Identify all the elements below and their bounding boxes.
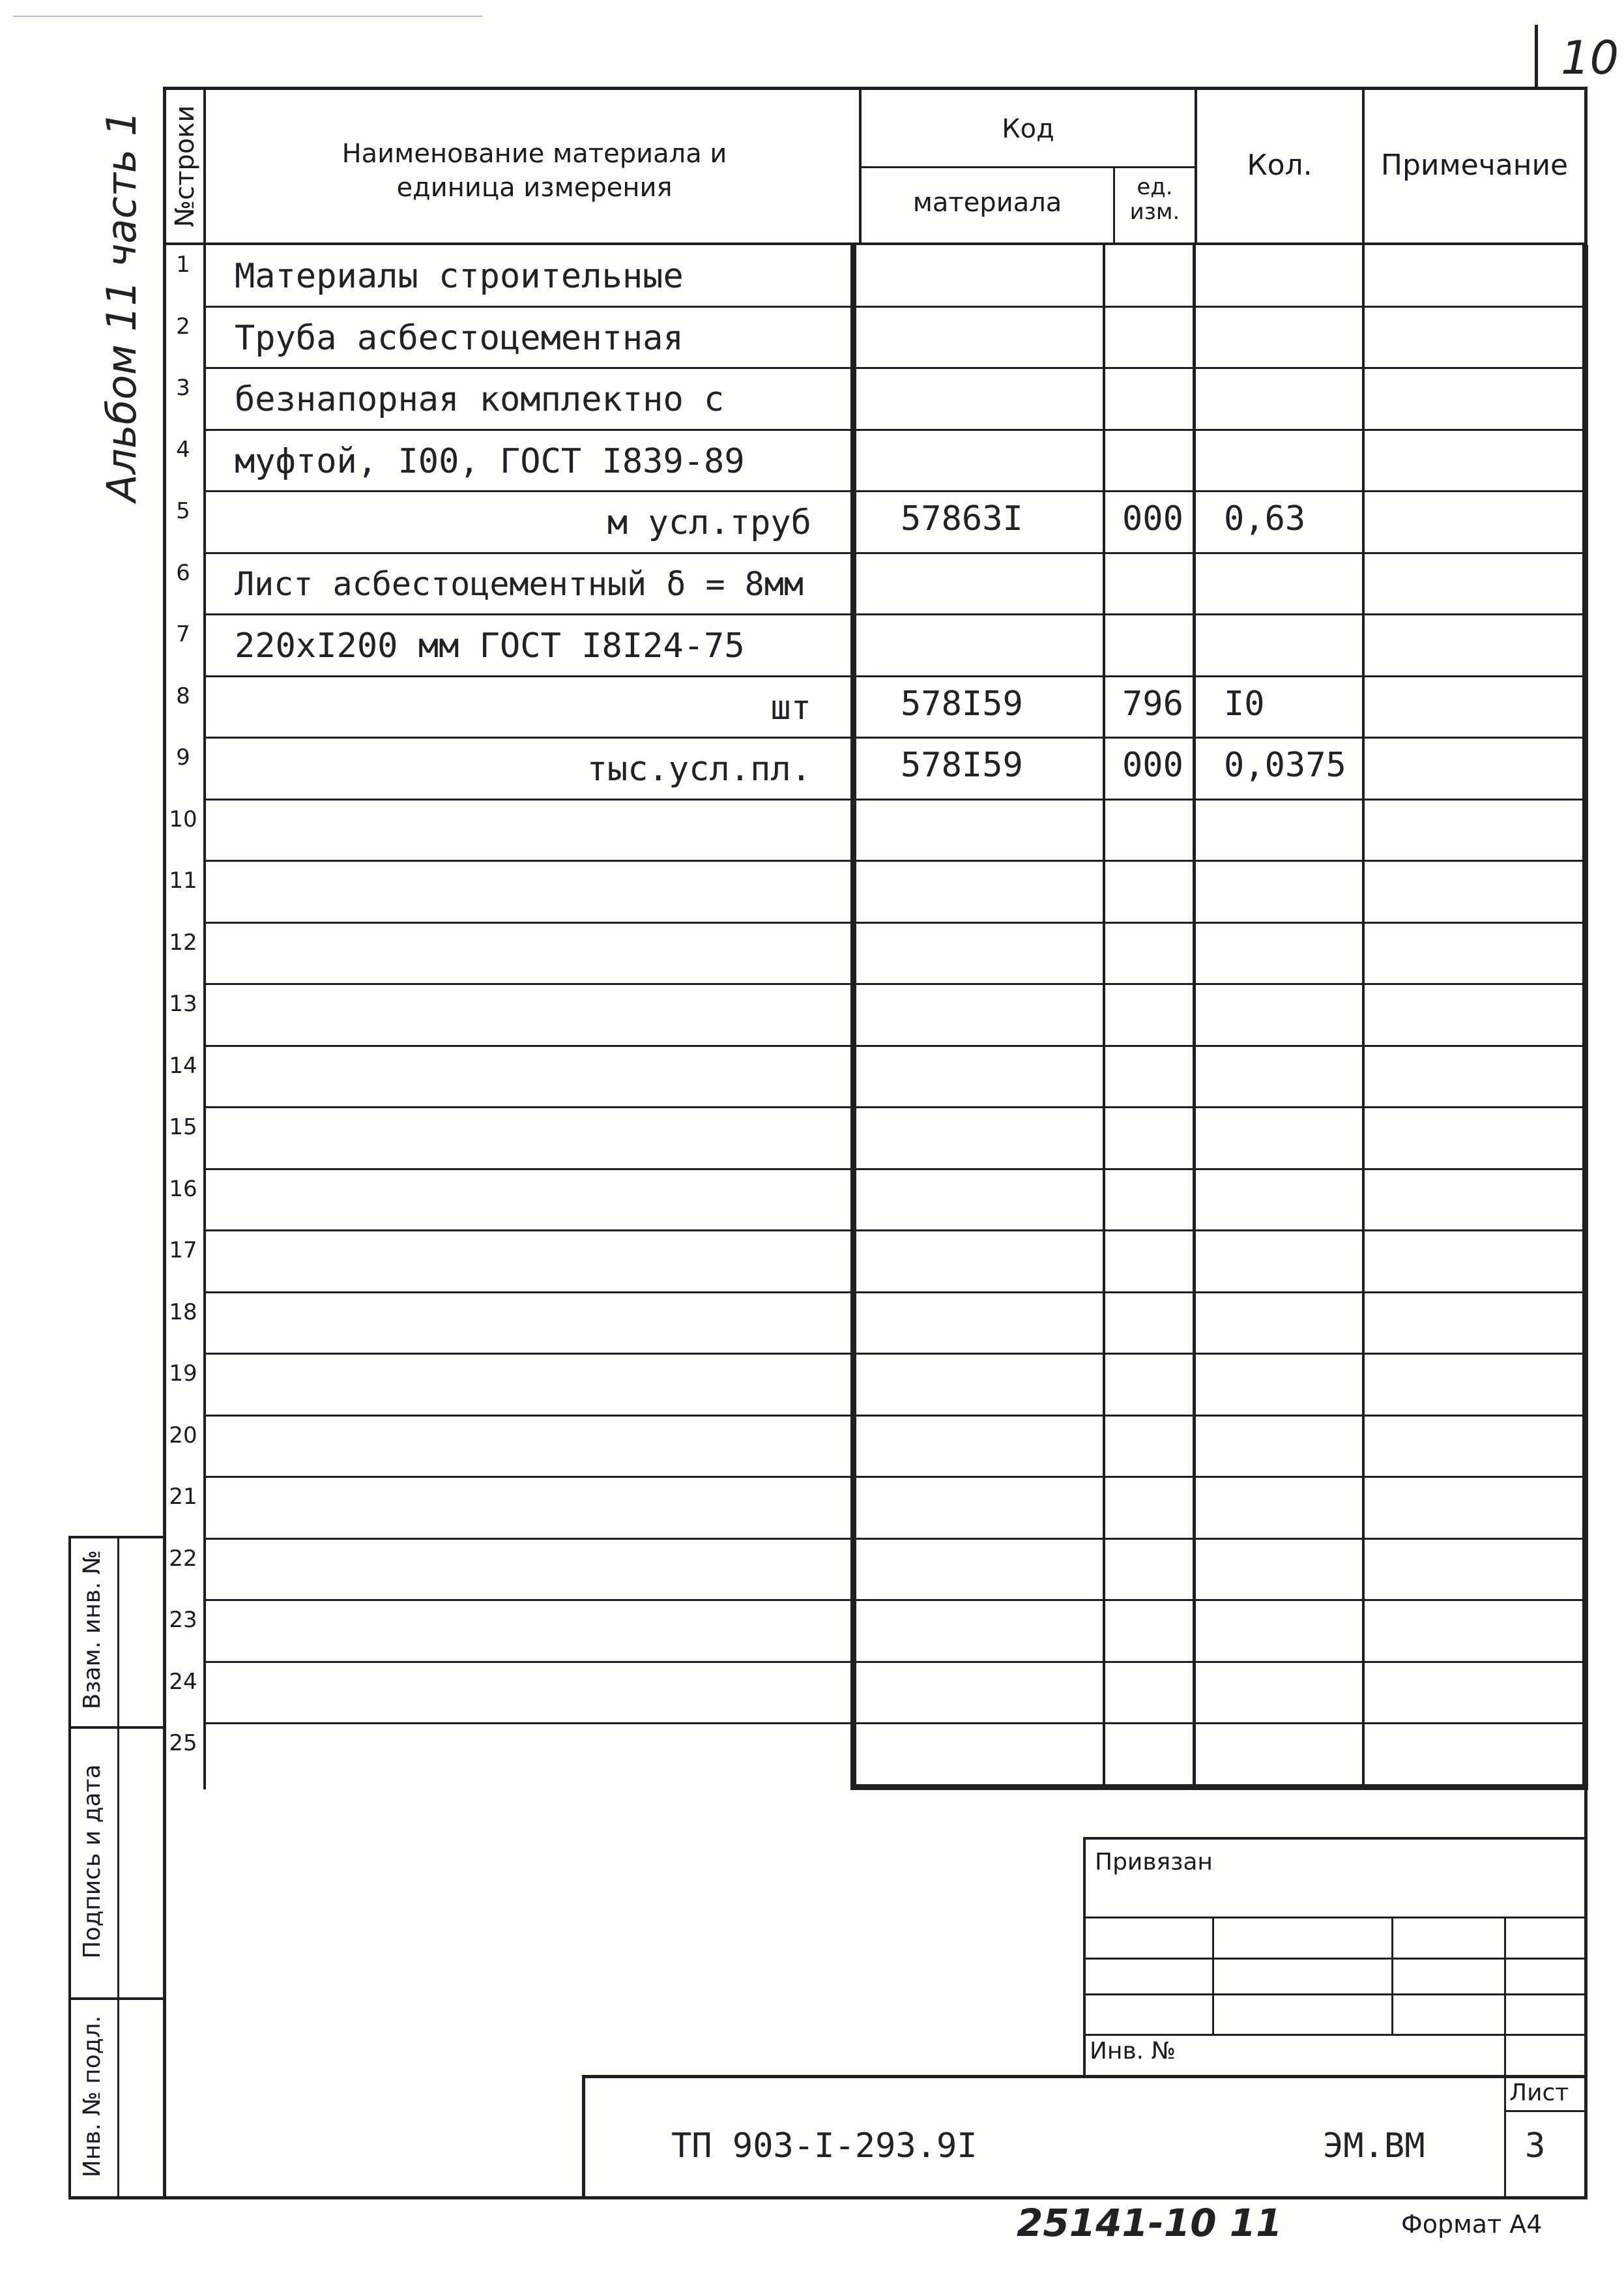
row-number: 24 [169, 1668, 197, 1695]
row-number: 25 [169, 1730, 197, 1756]
row-number: 11 [169, 868, 197, 894]
row-number: 14 [169, 1052, 197, 1079]
material-code: 578I59 [901, 746, 1023, 785]
material-name: Материалы строительные [235, 257, 684, 296]
material-name: Труба асбестоцементная [235, 318, 684, 358]
header-code: Код [1002, 114, 1054, 144]
quantity: 0,63 [1224, 499, 1306, 538]
stamp-list-label: Лист [1509, 2079, 1569, 2106]
row-number: 12 [169, 929, 197, 956]
header-unit: ед. изм. [1129, 174, 1180, 225]
row-number: 6 [176, 559, 190, 586]
header-material: материала [912, 188, 1062, 218]
side-vzam-inv: Взам. инв. № [79, 1550, 106, 1710]
header-qty: Кол. [1247, 149, 1312, 182]
side-inv-podl: Инв. № подл. [79, 2015, 106, 2178]
album-note: Альбом 11 часть 1 [98, 110, 145, 502]
stamp-doc-code: ТП 903-I-293.9I [671, 2126, 978, 2166]
footer-format: Формат А4 [1401, 2210, 1543, 2239]
row-number: 10 [169, 806, 197, 832]
row-number: 15 [169, 1114, 197, 1140]
material-name: Лист асбестоцементный δ = 8мм [235, 565, 804, 603]
side-podpis-data: Подпись и дата [79, 1764, 106, 1959]
material-name: тыс.усл.пл. [587, 750, 811, 789]
stamp-inv-no: Инв. № [1090, 2038, 1176, 2064]
header-name: Наименование материала и единица измерения [341, 139, 727, 203]
row-number: 22 [169, 1545, 197, 1572]
row-number: 16 [169, 1175, 197, 1202]
stamp-doc-mark: ЭМ.ВМ [1323, 2126, 1425, 2166]
row-number: 9 [176, 744, 190, 771]
row-number: 4 [176, 436, 190, 463]
unit-code: 000 [1122, 499, 1183, 538]
material-name: шт [770, 688, 811, 727]
quantity: 0,0375 [1224, 746, 1346, 785]
row-number: 7 [176, 621, 190, 647]
row-number: 20 [169, 1422, 197, 1448]
page-number: 10 [1561, 31, 1619, 85]
footer-handwritten-number: 25141-10 11 [1017, 2201, 1283, 2245]
row-number: 21 [169, 1484, 197, 1510]
row-number: 13 [169, 991, 197, 1017]
row-number: 19 [169, 1360, 197, 1387]
row-number: 5 [176, 498, 190, 524]
material-code: 578I59 [901, 684, 1023, 724]
stamp-privyazan: Привязан [1095, 1849, 1213, 1875]
material-name: 220хI200 мм ГОСТ I8I24-75 [235, 626, 745, 666]
row-number: 2 [176, 313, 190, 340]
unit-code: 000 [1122, 746, 1183, 785]
row-number: 17 [169, 1237, 197, 1263]
header-row-number: №строки [170, 105, 200, 228]
material-code: 57863I [901, 499, 1023, 538]
material-name: м усл.труб [607, 503, 811, 542]
header-note: Примечание [1380, 149, 1569, 182]
row-number: 8 [176, 683, 190, 709]
row-number: 1 [176, 252, 190, 278]
stamp-list-no: 3 [1525, 2126, 1546, 2166]
row-number: 23 [169, 1607, 197, 1633]
row-number: 3 [176, 375, 190, 401]
material-name: безнапорная комплектно с [235, 380, 725, 419]
unit-code: 796 [1122, 684, 1183, 724]
quantity: I0 [1224, 684, 1265, 724]
material-name: муфтой, I00, ГОСТ I839-89 [235, 441, 745, 481]
row-number: 18 [169, 1299, 197, 1325]
